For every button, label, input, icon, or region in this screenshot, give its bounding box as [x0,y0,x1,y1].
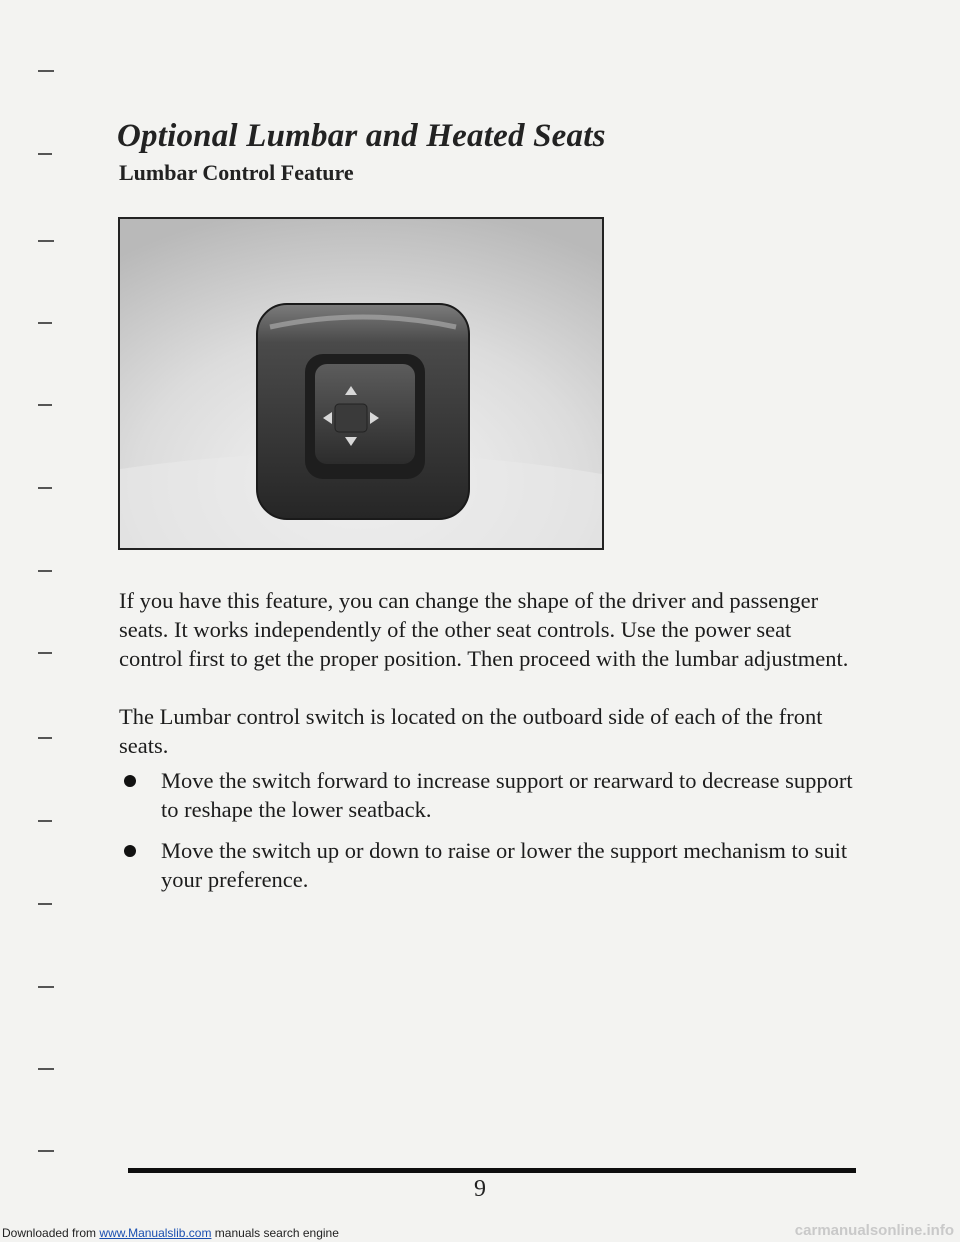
margin-tick [38,1150,54,1152]
paragraph-text: If you have this feature, you can change the shape of the driver and passenger seats. It works independently of the other seat controls. Use the power seat control first to get the proper position. Then proceed with the lumbar adjustment. [119,588,849,671]
manualslib-link[interactable]: www.Manualslib.com [99,1226,212,1240]
watermark-prefix: Downloaded from [2,1226,97,1240]
margin-tick [38,240,54,242]
section-title: Optional Lumbar and Heated Seats [117,118,606,154]
watermark-suffix: manuals search engine [214,1226,339,1240]
list-item-text: Move the switch up or down to raise or lower the support mechanism to suit your preference. [161,838,848,892]
paragraph-text: The Lumbar control switch is located on the outboard side of each of the front seats. [119,704,823,758]
margin-tick [38,903,52,905]
body-paragraph-1 [119,586,859,673]
margin-tick [38,322,52,324]
list-item [119,766,859,824]
site-watermark: carmanualsonline.info [794,1222,954,1239]
margin-tick [38,70,54,72]
margin-tick-marks [0,0,100,1242]
lumbar-switch-photo [118,217,604,550]
bullet-icon [124,845,136,857]
margin-tick [38,570,52,572]
margin-tick [38,153,52,155]
body-paragraph-2 [119,702,859,760]
download-watermark [2,1226,339,1240]
margin-tick [38,652,52,654]
margin-tick [38,404,52,406]
instruction-list [119,766,859,906]
footer-rule [128,1168,856,1173]
list-item [119,836,859,894]
margin-tick [38,737,52,739]
lumbar-switch-illustration [120,219,602,548]
page-number: 9 [474,1176,486,1202]
subsection-title: Lumbar Control Feature [119,160,354,185]
margin-tick [38,820,52,822]
margin-tick [38,487,52,489]
margin-tick [38,1068,54,1070]
margin-tick [38,986,54,988]
bullet-icon [124,775,136,787]
list-item-text: Move the switch forward to increase support or rearward to decrease support to reshape the lower seatback. [161,768,853,822]
